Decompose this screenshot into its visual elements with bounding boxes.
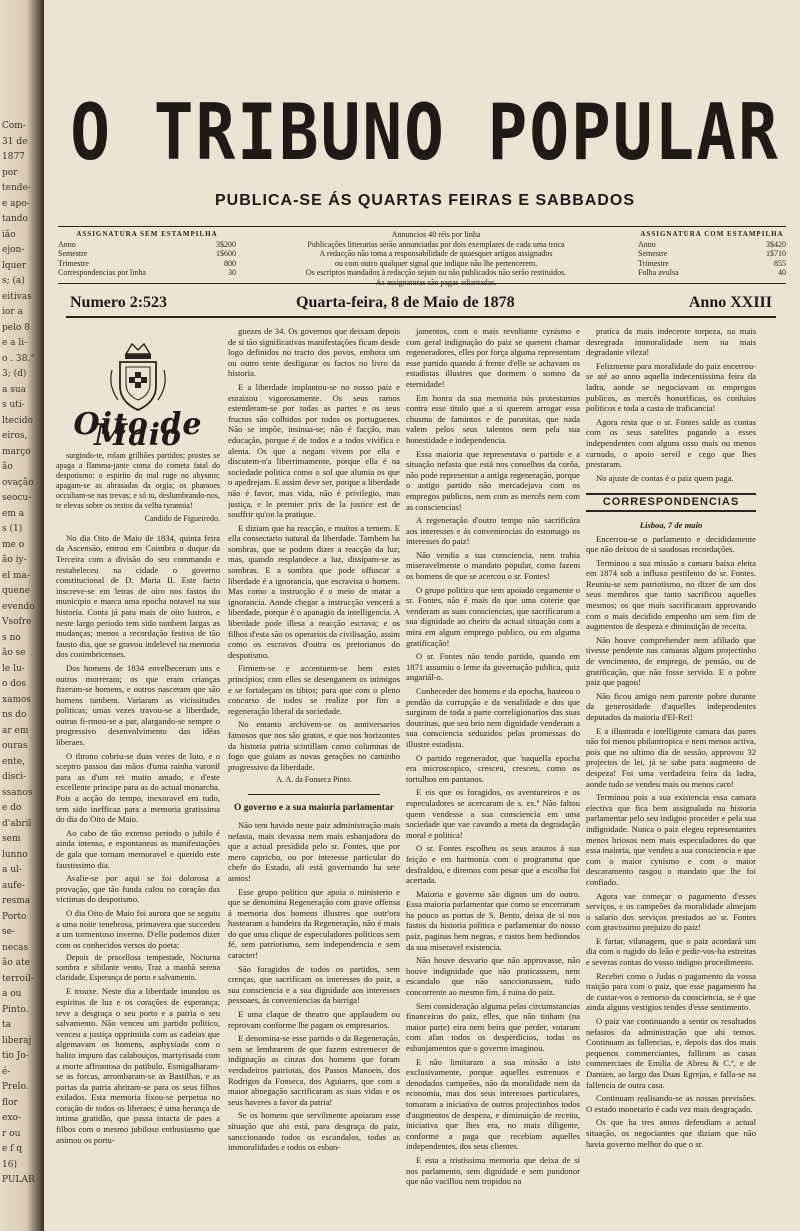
binding-text-fragment: e f q bbox=[2, 1144, 23, 1154]
binding-text-fragment: 31 de bbox=[2, 136, 28, 147]
binding-text-fragment: em a bbox=[2, 508, 25, 519]
binding-text-fragment: eitivas bbox=[2, 291, 32, 302]
paragraph: O partido regenerador, que 'naquella epocha era microscopico, cresceu, cresceu, como os tortulhos em pantanos. bbox=[406, 752, 580, 784]
paragraph: Essa maioria que representava o partido e a situação nefasta que está nos conselhos da corôa, não pode representar a antiga regeneração, porque o antigo partido não mercadejava com os empregos publicos, nem com as mercês nem com as consciencias! bbox=[406, 448, 580, 512]
binding-text-fragment: 3; (d) bbox=[2, 369, 27, 379]
paragraph: Continuam realisando-se as nossas previsões. O estado monetario é cada vez mais desgraçado. bbox=[586, 1093, 756, 1114]
paragraph: No entanto archivem-se os anniversarios famosos que nos são gratos, e que nos horizontes da historia patria scintillam como columnas de fogo que guiam as novas gerações no caminho progressivo da liberdade. bbox=[228, 719, 400, 772]
binding-text-fragment: ião bbox=[2, 229, 16, 240]
epigraph-author: Candido de Figueiredo. bbox=[144, 514, 220, 524]
paragraph: No dia Oito de Maio de 1834, quinta feira da Ascensão, entrou em Coimbra o duque da Terceira com a divisão do seu commando e restabeleceu na cidade o governo constitucional de D. Maria II. Este facto inscreve-se em letras de oiro nos fastos do municipio e marca uma epocha notavel na sua historia. Conta já para mais de oito lustros, e neste largo periodo tem sido tambem largas as mudanças; menos a recordação festiva de tão fausto dia, que se gravou indelevel na memoria dos conimbricenses. bbox=[56, 532, 220, 660]
article-author: A. A. da Fonseca Pinto. bbox=[276, 775, 352, 785]
subscription-with-stamp bbox=[638, 230, 786, 278]
binding-text-fragment: a ul- bbox=[2, 865, 22, 875]
paragraph: O dia Oito de Maio foi aurora que se seguiu a uma noite tenebrosa, primavera que succedeu a um tormentoso inverno. D'elle podemos dizer com os conhecidos versos do poeta: bbox=[56, 907, 220, 950]
binding-text-fragment: ltecido bbox=[2, 415, 33, 426]
paragraph: Encerrou-se o parlamento e decididamente que não deixou de si saudosas recordações. bbox=[586, 533, 756, 555]
binding-text-fragment: lquer bbox=[2, 260, 27, 271]
binding-text-fragment: ão bbox=[2, 462, 13, 472]
paragraph: E fartar, vilanagem, que o paiz acordará um dia com o rugido do leão e pedir-vos-ha estreitas e severas contas do vosso indigno procedimento. bbox=[586, 935, 756, 968]
binding-text-fragment: 1877 bbox=[2, 152, 25, 162]
subscription-row bbox=[638, 268, 786, 278]
paragraph: Em honra da sua memoria nós protestamos contra esse titulo que a si querem arrogar essa chusma de famintos e de parasitas, que nada valem pelos seus talentos nem pela sua honestidade e independencia. bbox=[406, 392, 580, 445]
issue-date: Quarta-feira, 8 de Maio de 1878 bbox=[296, 294, 515, 311]
paragraph: O grupo politico que tem apoiado cegamente o sr. Fontes, não é mais do que uma coterie que venderam as suas consciencias, que sacrificaram a sua dignidade ao cheiro da actual situação com a mira em algum emprego publico, ou em alguma gratificação! bbox=[406, 584, 580, 648]
newspaper-title: O TRIBUNO POPULAR bbox=[70, 86, 780, 178]
subscription-row bbox=[58, 240, 236, 250]
newspaper-page bbox=[44, 0, 800, 1231]
row-label: Folha avulsa bbox=[638, 268, 679, 277]
binding-text-fragment: pelo 8 bbox=[2, 322, 30, 333]
binding-text-fragment: ão ate bbox=[2, 958, 30, 968]
paragraph: Os que ha tres annos defendiam a actual situação, os negociantes que diziam que não havia governo melhor do que o sr. bbox=[586, 1117, 756, 1149]
binding-text-fragment: ssanos bbox=[2, 787, 33, 798]
row-value: 3$200 bbox=[216, 239, 236, 249]
paragraph: E esta a tristissima memoria que deixa de si nos parlamento, sem dignidade e sem pundonor que não vacillou nem tropidou na bbox=[406, 1154, 580, 1187]
paragraph: Ao cabo de tão extenso periodo o jubilo é ainda intenso, e espontaneas as manifestações de gala que tornam memoravel e querido este faustissimo dia. bbox=[56, 827, 220, 870]
binding-text-fragment: exo- bbox=[2, 1113, 21, 1123]
section-heading: Oito de Maio bbox=[73, 407, 203, 453]
subscription-heading: ASSIGNATURA COM ESTAMPILHA bbox=[640, 230, 784, 238]
poem-verse: Depois de procellosa tempestade, Nocturna sombra e sibilante vento, Traz a manhã serena claridade, Esperança de porto e salvamento. bbox=[56, 953, 220, 983]
paragraph: Se os homens que servilmente apoiaram esse situação que ahi está, para desgraça do paiz, sanccionando todos os escandalos, todas as immoralidades e todos os esban- bbox=[228, 1110, 400, 1153]
binding-text-fragment: ouras bbox=[2, 741, 28, 751]
binding-text-fragment: a ou bbox=[2, 989, 22, 999]
paragraph: E diziam que ha reacção, e muitos a temem. E ella consectario natural da liberdade. Tambem ha sombras, que se podem dizer a reacção da luz; mas, quando resplandece a luz, dissipam-se as sombras. E a sombra que pode offuscar a liberdade é a ignorancia, que escravisa o homem. Mas como a instrucção é o meio de matar a ignorancia. Aonde chegar a instrucção vencerá a liberdade, porque é o apanagio da intelligencia. A liberdade pode illesa a reacção escrava; e os filhos d'esta são os operarios da civilisação, assim como os escravos d'outra os pretorianos do despotismo. bbox=[228, 522, 400, 660]
subscription-row bbox=[638, 259, 786, 269]
issue-number: Numero 2:523 bbox=[70, 294, 168, 311]
binding-text-fragment: ior a bbox=[2, 307, 23, 317]
binding-text-fragment: tio Jo- bbox=[2, 1051, 29, 1061]
paragraph: jamentos, com o mais revoltante cynismo e com geral indignação do paiz se querem chamar regeneradores, elles por força alguma representam esse partido quando á frente d'elle se achavam os estadistas illustres que dormem o somno da eternidade! bbox=[406, 326, 580, 389]
notice-line: Os escriptos mandados á redacção sejam ou não publicados não serão restituidos. bbox=[305, 268, 567, 277]
paragraph: E trouxe. Neste dia a liberdade inundou os espiritos de luz e os corações de esperança; teve a desgraça o seu porto e a patria o seu salvamento. Não venceu um partido politico, venceu a justiça opprimida com as cadeias que algemavam os homens, asphyxiada com o halito impuro das calabouços, martyrisada com a morte affrontosa do patibulo. Esmigalharam-se as forcas, arrombaram-se as Bastilhas, e as portas da patria abriram-se para os seus filhos exilados. Esta memoria fixou-se perpetua no coração de todos os liberaes; é uma herança de intima gratidão, que passa intacta de paes a filhos com o mesmo jubiloso enthusiasmo que animou os portu- bbox=[56, 986, 220, 1145]
paragraph: E a liberdade implantou-se no nosso paiz e enraizou vigorosamente. Os seus ramos estenderam-se por todas as partes e os seus fructos são colhidos por todos os portuguezes. Não se impõe, insinua-se; não é facção, mas educação, porque é de todos e a todos vivifica e alenta. Os que a negam vivem por ella e discutem-n'a liberrimamente, porque ella é na sociedade politica como o sol que alumia os que o apedrejam. E assim deve ser, porque a liberdade não é favor, mas vida, não é privilegio, mas justiça, e le premier prix de la justice est de souffrir qu'on la pratique. bbox=[228, 381, 400, 520]
binding-text-fragment: liberaj bbox=[2, 1035, 32, 1046]
binding-text-fragment: evendo bbox=[2, 601, 35, 612]
issue-year: Anno XXIII bbox=[688, 294, 772, 311]
paragraph: Não houve comprehender nem afiliado que tivesse pendente nas camaras algum projectinho de vencimento, de emprego, de pensão, ou de gratificação, que não fosse servido. E o pobre paiz que pagou! bbox=[586, 634, 756, 688]
paragraph: Conheceder dos homens e da epocha, hasteou o pendão da corrupção e da venalidade e dos que surgiram de toda a parte correligionarios das suas doutrinas, que seu brio nem dignidade venderam a sua consciencia seduzidos pelas promessas do illustre estadista. bbox=[406, 686, 580, 749]
binding-text-fragment: le lu- bbox=[2, 663, 25, 674]
binding-text-fragment: necas bbox=[2, 942, 29, 953]
column-3 bbox=[406, 326, 580, 1226]
binding-text-fragment: Prelo. bbox=[2, 1082, 29, 1092]
paragraph: E denomina-se esse partido o da Regeneração, sem se lembrarem de que fazem estremecer de indignação as cinzas dos homens que foram verdadeiros patriotas, dos Passos Manoeis, dos Rodrigos da Fonseca, dos Aguiares, que com a maior abnegação sacrificaram as suas vidas e os seus haveres a favor da patria! bbox=[228, 1033, 400, 1107]
binding-text-fragment: é- bbox=[2, 1066, 11, 1077]
publication-schedule: PUBLICA-SE ÁS QUARTAS FEIRAS E SABBADOS bbox=[214, 192, 636, 209]
paragraph: A regeneração d'outro tempo não sacrificára aos interesses e ás conveniencias do estomago os interesses do paiz! bbox=[406, 515, 580, 547]
divider bbox=[248, 794, 380, 795]
subscription-heading: ASSIGNATURA SEM ESTAMPILHA bbox=[76, 230, 218, 238]
subscription-info-bar bbox=[58, 226, 786, 287]
binding-text-fragment: o dos bbox=[2, 679, 27, 689]
paragraph: Sem consideração alguma pelas circumstancias financeiras do paiz, elles, que não tinham (na maior parte) eira nem beira que perder, votaram com afan todos os desperdicios, todas os esbanjamentos que o governo imaginou. bbox=[406, 1000, 580, 1053]
paragraph: Não tem havido neste paiz administração mais nefasta, mais devassa nem mais esbanjadora do que a actual presidida pelo sr. Fontes, que por mero capricho, ou por interesse particular do chefe do Estado, ali está governando ha sete annos! bbox=[228, 819, 400, 883]
binding-text-fragment: resma bbox=[2, 896, 31, 906]
subscription-row bbox=[638, 249, 786, 259]
paragraph: Felizmente para moralidade do paiz encerrou-se até ao anno aquella indecentissima feira da ladra, aonde se negociavam os empregos publicos, as mercês honorificas, os conluios politicos e toda a casta de traficancia! bbox=[586, 360, 756, 414]
binding-text-fragment: seocu- bbox=[2, 493, 32, 503]
correspondence-dateline: Lisboa, 7 de maio bbox=[639, 519, 703, 530]
binding-text-fragment: se- bbox=[2, 927, 15, 937]
binding-text-fragment: ta bbox=[2, 1020, 11, 1030]
binding-text-fragment: ente, bbox=[2, 756, 25, 767]
paragraph: Não vendia a sua consciencia, nem trahia miseravelmente o mandato popular, como fazem os homens de que se acercou o sr. Fontes! bbox=[406, 549, 580, 582]
column-1 bbox=[56, 326, 220, 1226]
binding-text-fragment: Vsofre bbox=[2, 617, 32, 627]
subscription-row bbox=[58, 249, 236, 259]
issue-dateline bbox=[66, 292, 776, 318]
binding-text-fragment: por bbox=[2, 167, 18, 178]
paragraph: E uma claque de theatro que applaudem ou reprovam conforme lhe pagam os empresarios. bbox=[228, 1009, 400, 1030]
row-value: 40 bbox=[778, 268, 786, 277]
row-value: 1$600 bbox=[216, 249, 236, 258]
notice-line: Annuncios 40 réis por linha bbox=[391, 230, 481, 239]
binding-text-fragment: ns do bbox=[2, 710, 27, 720]
paragraph: pratica da mais indecente torpeza, na mais desregrada immoralidade nem na mais degradante vileza! bbox=[586, 326, 756, 358]
binding-text-fragment: el ma- bbox=[2, 570, 31, 581]
binding-text-fragment: ar em bbox=[2, 725, 29, 736]
adjacent-page-binding bbox=[0, 0, 44, 1231]
binding-text-fragment: ejon- bbox=[2, 245, 25, 255]
paragraph: Firmem-se e accentuem-se bem estes principios; com elles se desenganem os inimigos e se fortaleçam os tibios; para que com o pleno concurso de todos se realize por fim a regeneração liberal da sociedade. bbox=[228, 663, 400, 716]
binding-text-fragment: Pinto. bbox=[2, 1004, 29, 1015]
row-value: 855 bbox=[774, 258, 786, 268]
row-label: Semestre bbox=[638, 249, 668, 258]
binding-text-fragment: r ou bbox=[2, 1128, 21, 1139]
paragraph: Esse grupo politico que apoia o ministerio e que se denomina Regeneração com grave offensa á memoria dos homens illustres que outr'ora hastearam a bandeira da Regeneração, não é mais do que uma clique de especuladores politicos sem fé, sem patriotismo, sem independencia e sem caracter! bbox=[228, 886, 400, 961]
paragraph: Recebei como o Judas o pagamento da vossa traição para com o paiz, que esse pagamento ha de custar-vos o remorso da consciencia, se é que ainda alguns vestigios tendes d'esse sentimento. bbox=[586, 970, 756, 1013]
masthead bbox=[64, 86, 786, 209]
binding-text-fragment: d'abril bbox=[2, 818, 32, 829]
column-2 bbox=[228, 326, 400, 1226]
binding-text-fragment: e apo- bbox=[2, 198, 30, 209]
row-value: 30 bbox=[228, 268, 236, 277]
row-label: Trimestre bbox=[58, 258, 89, 268]
binding-text-fragment: terroil- bbox=[2, 973, 34, 984]
subscription-without-stamp bbox=[58, 230, 236, 278]
binding-text-fragment: s uti- bbox=[2, 400, 25, 410]
paragraph: O sr. Fontes não tendo partido, quando em 1871 assumiu o leme da governação publica, quiz angariál-o. bbox=[406, 651, 580, 683]
row-value: 800 bbox=[224, 258, 236, 268]
paragraph: São foragidos de todos os partidos, sem crenças, que sacrificam os interesses do paiz, a sua consciencia e a sua dignidade aos interesses pessoaes, ás conveniencias da barriga! bbox=[228, 963, 400, 1006]
binding-text-fragment: a sua bbox=[2, 384, 27, 395]
binding-text-fragment: xamos bbox=[2, 694, 32, 705]
binding-text-fragment: aufe- bbox=[2, 880, 25, 891]
paragraph: Agora vae começar o pagamento d'esses serviços, e os campeões da moralidade almejam o salario dos serviços prestados ao sr. Fontes com gravissimo prejuizo do paiz! bbox=[586, 890, 756, 933]
epigraph: surgindo-te, rolam grilhões partidos; prostes se apaga a flamma-jante coma do cometa fatal do despotismo: o espirito do mal ruge no abysmo; apagam-se as abrasadas da orgia; os pharaoes occultam-se nas trevas; e só tu, deslumbrando-nos, te elevas sobre os restos da velha tyrannia! bbox=[56, 451, 220, 511]
subscription-row bbox=[638, 240, 786, 250]
row-label: Anno bbox=[638, 239, 656, 249]
editorial-notice bbox=[244, 230, 628, 287]
article-heading: O governo e a sua maioria parlamentar bbox=[234, 802, 394, 813]
paragraph: Maioria e governo são dignos um do outro. Essa maioria parlamentar que como se encerraram ha pouco as portas de S. Bento, deixa de si nos fastos da historia politica e parlamentar do nosso paiz, paginas bem negras, e rastos bem hediondos da sua miseravel existencia. bbox=[406, 888, 580, 952]
binding-text-fragment: e do bbox=[2, 803, 22, 813]
binding-text-fragment: o . 38.° bbox=[2, 353, 35, 364]
binding-text-fragment: março bbox=[2, 446, 31, 457]
binding-text-fragment: ovação bbox=[2, 477, 34, 488]
binding-text-fragment: flor bbox=[2, 1097, 18, 1108]
paragraph: Não ficou amigo nem parente pobre durante da generosidade d'aquelles independentes deputados da maioria d'El-Rei! bbox=[586, 690, 756, 722]
binding-text-fragment: ão iy- bbox=[2, 555, 27, 565]
row-label: Correspondencias por linha bbox=[58, 268, 146, 277]
notice-line: A redacção não toma a responsabilidade de quaesquer artigos assignados bbox=[319, 249, 553, 258]
subscription-row bbox=[58, 259, 236, 269]
notice-line: As assignaturas são pagas adiantadas. bbox=[375, 277, 497, 287]
paragraph: E eis que os foragidos, os aventureiros e os especuladores se acercaram de s. ex.ª Não faltou quem vendesse a sua consciencia em uma sociedade que vae cavando a meta da degradação moral e politica! bbox=[406, 787, 580, 840]
correspondence-heading: CORRESPONDENCIAS bbox=[586, 493, 756, 512]
binding-text-fragment: Porto bbox=[2, 911, 27, 922]
binding-text-fragment: tende- bbox=[2, 183, 31, 193]
paragraph: O throno cobriu-se duas vezes de luto, e o sceptro passou das mãos d'uma rainha varonil para as d'um rei muito amado, e d'este excellente principe para as do actual monarcha. Pois a acção do tempo, inexoravel em tudo, tem sido inefficaz para a memoria gratissima do dia do Oito de Maio. bbox=[56, 750, 220, 825]
paragraph: Agora resta que o sr. Fontes salde as contas com os seus satelites pagando a esses independentes com alguns osso mais ou menos carnudo, o apoio servil e cego que lhes prestaram. bbox=[586, 416, 756, 470]
row-label: Semestre bbox=[58, 249, 88, 258]
row-label: Trimestre bbox=[638, 258, 669, 268]
binding-text-fragment: Com- bbox=[2, 121, 26, 131]
paragraph: E não limitaram a sua missão a isto exclusivamente, porque aquelles estrenuos e denodados campeões, não da moralidade nem da economia, mas dos seus interesses particulares, tomaram a iniciativa de outros projectinhos todos d'augmentos de despeza, e diminuição de receita, iniciativa que lhes era, no mais diligente, conforme a paga que recebiam aquelles independentes, dos seus clientes. bbox=[406, 1056, 580, 1152]
binding-text-fragment: s no bbox=[2, 632, 21, 643]
row-value: 1$710 bbox=[766, 249, 786, 258]
binding-text-fragment: s (1) bbox=[2, 524, 23, 534]
paragraph: Terminou pois a sua existencia essa camara electiva que fica bem assignalada na historia parlamentar pelo seu indigno proceder e pela sua indignidade. Nunca o paiz elegeu representantes menos briosos nem mais especuladores do que essa maioria, que vendeu a sua consciencia e que com o maior cynismo e com o maior descaramento rasgou o mandato que lhe foi confiado. bbox=[586, 792, 756, 887]
paragraph: O sr. Fontes escolheu os seus arautos á sua feição e em harmonia com o programma que desfraldou, e diremos com pesar que a escolha foi acertada. bbox=[406, 843, 580, 886]
royal-coat-of-arms-icon bbox=[106, 340, 170, 414]
paragraph: Terminou a sua missão a camara baixa eleita em 1874 sob a influxo pestilento do sr. Fontes. Reuniu-se sem patriotismo, no dizer de um dos seus membros que tanto sacrificou aquelles mesmos; os que mais sacrificaram approvando com o mais decidido empenho um sem fim de augmentos de despeza e diminuição de receita. bbox=[586, 557, 756, 632]
notice-line: Publicações litterarias serão annunciadas por dois exemplares de cada uma troca bbox=[307, 239, 565, 249]
paragraph: guezes de 34. Os governos que deixam depois de si tão significativas manifestações ficam desde logo definidos no tracto dos povos, embora um ou outro tente desfigurar os factos no livro da historia. bbox=[228, 326, 400, 379]
paragraph: Avalie-se por aqui se foi dolorosa a provação, que tão funda calou no coração das victimas do despotismo. bbox=[56, 873, 220, 905]
column-4 bbox=[586, 326, 756, 1226]
binding-text-fragment: ão se bbox=[2, 648, 26, 658]
binding-text-fragment: me o bbox=[2, 539, 25, 550]
paragraph: O paiz vae continuando a sentir os resultados nefastos da administração que ahi temos. Continuam as fallencias, e, depois das dos mais pequenos commerciantes, falliram as casas commerciaes de Emilia de Abreu & C.ª, e de Damien, ao largo das Duas Egrejas, e falla-se na fallencia de outra casa. bbox=[586, 1016, 756, 1090]
row-label: Anno bbox=[58, 239, 76, 249]
binding-text-fragment: sem bbox=[2, 834, 21, 844]
paragraph: E a illustrada e intelligente camara das pares não foi menos philantropica e nem menos activa, pois que no ultimo dia de sessão, approvou 32 projectos de lei, já se sabe para augmento de despeza! Foi uma verdadeira feira da ladra, aonde tudo se vendeu mais ou menos caro! bbox=[586, 725, 756, 789]
binding-text-fragment: e a li- bbox=[2, 338, 28, 348]
subscription-row bbox=[58, 268, 236, 278]
binding-text-fragment: PULAR bbox=[2, 1175, 35, 1185]
paragraph: Dos homens de 1834 envelheceram uns e outros morreram; os que eram crianças fizeram-se homens, e outros nasceram que são homens tambem. Variaram as vicissitudes politicas; umas vezes travou-se a liberdade, outras fi-rmou-se a par, alargando-se sempre o progressivo desenvolvimento das idéas liberaes. bbox=[56, 662, 220, 748]
row-value: 3$420 bbox=[766, 239, 786, 249]
paragraph: No ajuste de contas é o paiz quem paga. bbox=[596, 472, 734, 483]
notice-line: ou com outro qualquer signal que indique não lhe pertencerem. bbox=[334, 258, 538, 268]
binding-text-fragment: s; (a) bbox=[2, 276, 25, 286]
binding-text-fragment: disci- bbox=[2, 772, 27, 782]
binding-text-fragment: lunno bbox=[2, 849, 28, 860]
binding-text-fragment: quene bbox=[2, 586, 31, 596]
binding-text-fragment: tando bbox=[2, 214, 28, 224]
binding-text-fragment: eiros, bbox=[2, 431, 28, 441]
paragraph: Não houve desvario que não approvasse, não houve indignidade que não praticassem, nem escandalo que não sanccionassem, tudo concorrente ao mesmo fim, á ruina do paiz. bbox=[406, 955, 580, 998]
binding-text-fragment: 16) bbox=[2, 1159, 17, 1170]
